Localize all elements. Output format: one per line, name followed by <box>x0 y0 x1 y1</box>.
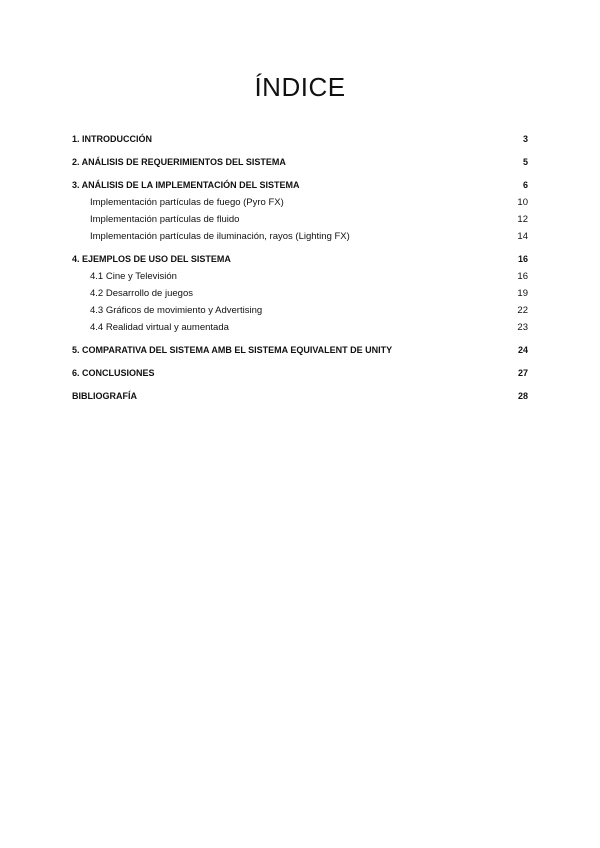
toc-entry-page: 10 <box>517 197 528 208</box>
toc-entry-bibliografia[interactable] <box>72 388 528 405</box>
page-title: ÍNDICE <box>254 72 346 102</box>
toc-entry-analisis-requerimientos[interactable] <box>72 154 528 171</box>
toc-entry-introduccion[interactable] <box>72 131 528 148</box>
toc-entry-label: 4.1 Cine y Televisión <box>90 271 177 282</box>
toc-entry-realidad-virtual[interactable] <box>72 319 528 336</box>
toc-entry-label: 2. ANÁLISIS DE REQUERIMIENTOS DEL SISTEMA <box>72 157 286 167</box>
toc-entry-pyro-fx[interactable] <box>72 194 528 211</box>
toc-entry-page: 16 <box>517 254 528 264</box>
toc-entry-page: 27 <box>517 368 528 378</box>
toc-entry-desarrollo-juegos[interactable] <box>72 285 528 302</box>
toc-entry-page: 28 <box>517 391 528 401</box>
toc-entry-page: 3 <box>522 134 528 144</box>
toc-entry-cine-television[interactable] <box>72 268 528 285</box>
toc-entry-page: 14 <box>517 231 528 242</box>
toc-entry-label: 3. ANÁLISIS DE LA IMPLEMENTACIÓN DEL SISTEMA <box>72 180 300 190</box>
toc-entry-label: 5. COMPARATIVA DEL SISTEMA AMB EL SISTEMA EQUIVALENT DE UNITY <box>72 345 393 355</box>
toc-entry-page: 19 <box>517 288 528 299</box>
toc-entry-fluido[interactable] <box>72 211 528 228</box>
toc-entry-comparativa[interactable] <box>72 342 528 359</box>
toc-entry-ejemplos-uso[interactable] <box>72 251 528 268</box>
toc-entry-lighting-fx[interactable] <box>72 228 528 245</box>
toc-entry-page: 12 <box>517 214 528 225</box>
table-of-contents <box>72 131 528 405</box>
toc-entry-analisis-implementacion[interactable] <box>72 177 528 194</box>
toc-entry-label: 4.3 Gráficos de movimiento y Advertising <box>90 305 263 316</box>
toc-entry-label: 1. INTRODUCCIÓN <box>72 134 153 144</box>
toc-entry-graficos-movimiento[interactable] <box>72 302 528 319</box>
toc-entry-label: 4. EJEMPLOS DE USO DEL SISTEMA <box>72 254 231 264</box>
toc-entry-label: BIBLIOGRAFÍA <box>72 391 137 401</box>
toc-entry-page: 6 <box>522 180 528 190</box>
toc-entry-label: 4.2 Desarrollo de juegos <box>90 288 193 299</box>
toc-entry-label: Implementación partículas de iluminación, rayos (Lighting FX) <box>90 231 350 242</box>
toc-entry-page: 5 <box>522 157 528 167</box>
toc-entry-conclusiones[interactable] <box>72 365 528 382</box>
toc-entry-page: 22 <box>517 305 528 316</box>
toc-entry-label: Implementación partículas de fuego (Pyro FX) <box>90 197 284 208</box>
toc-entry-label: 4.4 Realidad virtual y aumentada <box>90 322 229 333</box>
toc-entry-label: Implementación partículas de fluido <box>90 214 240 225</box>
toc-entry-page: 23 <box>517 322 528 333</box>
toc-entry-page: 24 <box>517 345 528 355</box>
toc-entry-page: 16 <box>517 271 528 282</box>
toc-entry-label: 6. CONCLUSIONES <box>72 368 155 378</box>
